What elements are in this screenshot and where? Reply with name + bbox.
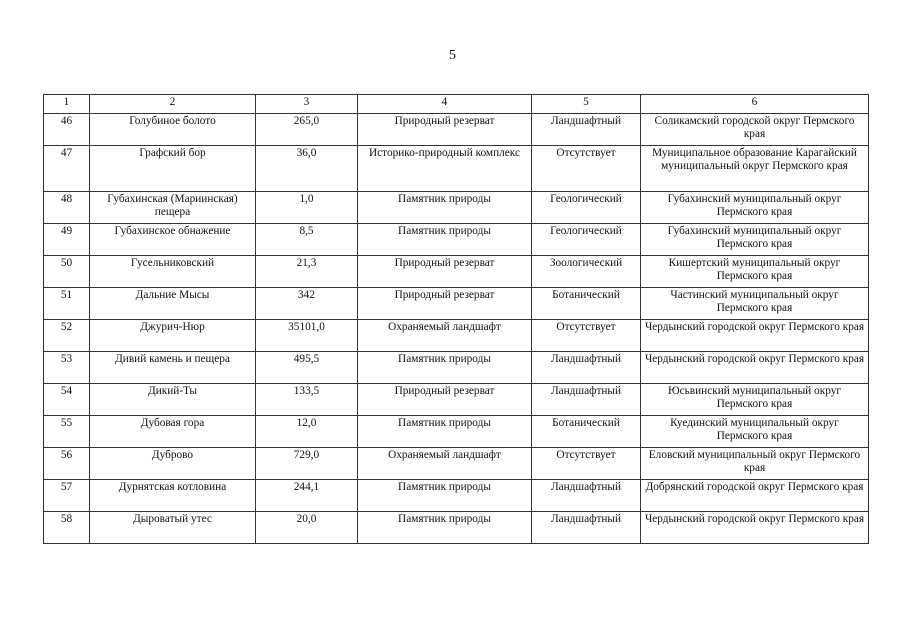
table-header-row — [44, 95, 869, 114]
area-category: Памятник природы — [358, 192, 532, 224]
area-category: Природный резерват — [358, 384, 532, 416]
table-row — [44, 384, 869, 416]
area-profile: Отсутствует — [532, 320, 641, 352]
table-row — [44, 192, 869, 224]
area-profile: Геологический — [532, 192, 641, 224]
area-category: Историко-природный комплекс — [358, 146, 532, 192]
row-number: 52 — [44, 320, 90, 352]
column-header: 4 — [358, 95, 532, 114]
area-category: Охраняемый ландшафт — [358, 448, 532, 480]
area-name: Дурнятская котловина — [90, 480, 256, 512]
area-municipality: Добрянский городской округ Пермского края — [641, 480, 869, 512]
area-profile: Ландшафтный — [532, 384, 641, 416]
row-number: 54 — [44, 384, 90, 416]
area-size: 8,5 — [256, 224, 358, 256]
area-size: 495,5 — [256, 352, 358, 384]
area-municipality: Еловский муниципальный округ Пермского края — [641, 448, 869, 480]
table-row — [44, 320, 869, 352]
area-size: 244,1 — [256, 480, 358, 512]
table-row — [44, 146, 869, 192]
protected-areas-table — [43, 94, 869, 544]
area-category: Природный резерват — [358, 114, 532, 146]
area-category: Памятник природы — [358, 224, 532, 256]
row-number: 49 — [44, 224, 90, 256]
row-number: 47 — [44, 146, 90, 192]
table-row — [44, 224, 869, 256]
area-category: Природный резерват — [358, 256, 532, 288]
area-municipality: Чердынский городской округ Пермского края — [641, 512, 869, 544]
area-name: Дивий камень и пещера — [90, 352, 256, 384]
row-number: 56 — [44, 448, 90, 480]
area-name: Джурич-Нюр — [90, 320, 256, 352]
column-header: 6 — [641, 95, 869, 114]
row-number: 55 — [44, 416, 90, 448]
area-size: 20,0 — [256, 512, 358, 544]
area-size: 12,0 — [256, 416, 358, 448]
column-header: 3 — [256, 95, 358, 114]
row-number: 57 — [44, 480, 90, 512]
area-profile: Зоологический — [532, 256, 641, 288]
row-number: 51 — [44, 288, 90, 320]
area-name: Дыроватый утес — [90, 512, 256, 544]
area-name: Гусельниковский — [90, 256, 256, 288]
table-row — [44, 512, 869, 544]
area-size: 35101,0 — [256, 320, 358, 352]
area-municipality: Губахинский муниципальный округ Пермского края — [641, 224, 869, 256]
area-name: Дубовая гора — [90, 416, 256, 448]
area-municipality: Кишертский муниципальный округ Пермского края — [641, 256, 869, 288]
area-name: Дальние Мысы — [90, 288, 256, 320]
area-municipality: Муниципальное образование Карагайский муниципальный округ Пермского края — [641, 146, 869, 192]
area-municipality: Губахинский муниципальный округ Пермского края — [641, 192, 869, 224]
area-category: Природный резерват — [358, 288, 532, 320]
area-size: 342 — [256, 288, 358, 320]
area-municipality: Соликамский городской округ Пермского края — [641, 114, 869, 146]
area-category: Памятник природы — [358, 352, 532, 384]
area-size: 265,0 — [256, 114, 358, 146]
area-name: Губахинское обнажение — [90, 224, 256, 256]
row-number: 46 — [44, 114, 90, 146]
row-number: 48 — [44, 192, 90, 224]
area-profile: Ботанический — [532, 416, 641, 448]
area-name: Графский бор — [90, 146, 256, 192]
area-category: Памятник природы — [358, 480, 532, 512]
area-size: 21,3 — [256, 256, 358, 288]
area-municipality: Чердынский городской округ Пермского края — [641, 320, 869, 352]
area-profile: Отсутствует — [532, 448, 641, 480]
area-municipality: Юсьвинский муниципальный округ Пермского края — [641, 384, 869, 416]
table-row — [44, 288, 869, 320]
area-category: Памятник природы — [358, 512, 532, 544]
table-row — [44, 448, 869, 480]
row-number: 58 — [44, 512, 90, 544]
table-row — [44, 352, 869, 384]
area-profile: Ландшафтный — [532, 512, 641, 544]
area-category: Памятник природы — [358, 416, 532, 448]
area-size: 36,0 — [256, 146, 358, 192]
area-name: Дикий-Ты — [90, 384, 256, 416]
column-header: 5 — [532, 95, 641, 114]
area-name: Губахинская (Мариинская) пещера — [90, 192, 256, 224]
area-profile: Геологический — [532, 224, 641, 256]
table-row — [44, 416, 869, 448]
area-profile: Ботанический — [532, 288, 641, 320]
row-number: 53 — [44, 352, 90, 384]
area-size: 729,0 — [256, 448, 358, 480]
area-name: Голубиное болото — [90, 114, 256, 146]
column-header: 2 — [90, 95, 256, 114]
area-size: 1,0 — [256, 192, 358, 224]
area-profile: Ландшафтный — [532, 352, 641, 384]
table-row — [44, 114, 869, 146]
area-name: Дуброво — [90, 448, 256, 480]
area-profile: Ландшафтный — [532, 480, 641, 512]
area-category: Охраняемый ландшафт — [358, 320, 532, 352]
table-row — [44, 480, 869, 512]
area-municipality: Куединский муниципальный округ Пермского края — [641, 416, 869, 448]
row-number: 50 — [44, 256, 90, 288]
area-size: 133,5 — [256, 384, 358, 416]
area-profile: Отсутствует — [532, 146, 641, 192]
table-row — [44, 256, 869, 288]
area-profile: Ландшафтный — [532, 114, 641, 146]
page-number: 5 — [449, 48, 456, 63]
area-municipality: Чердынский городской округ Пермского края — [641, 352, 869, 384]
area-municipality: Частинский муниципальный округ Пермского края — [641, 288, 869, 320]
column-header: 1 — [44, 95, 90, 114]
